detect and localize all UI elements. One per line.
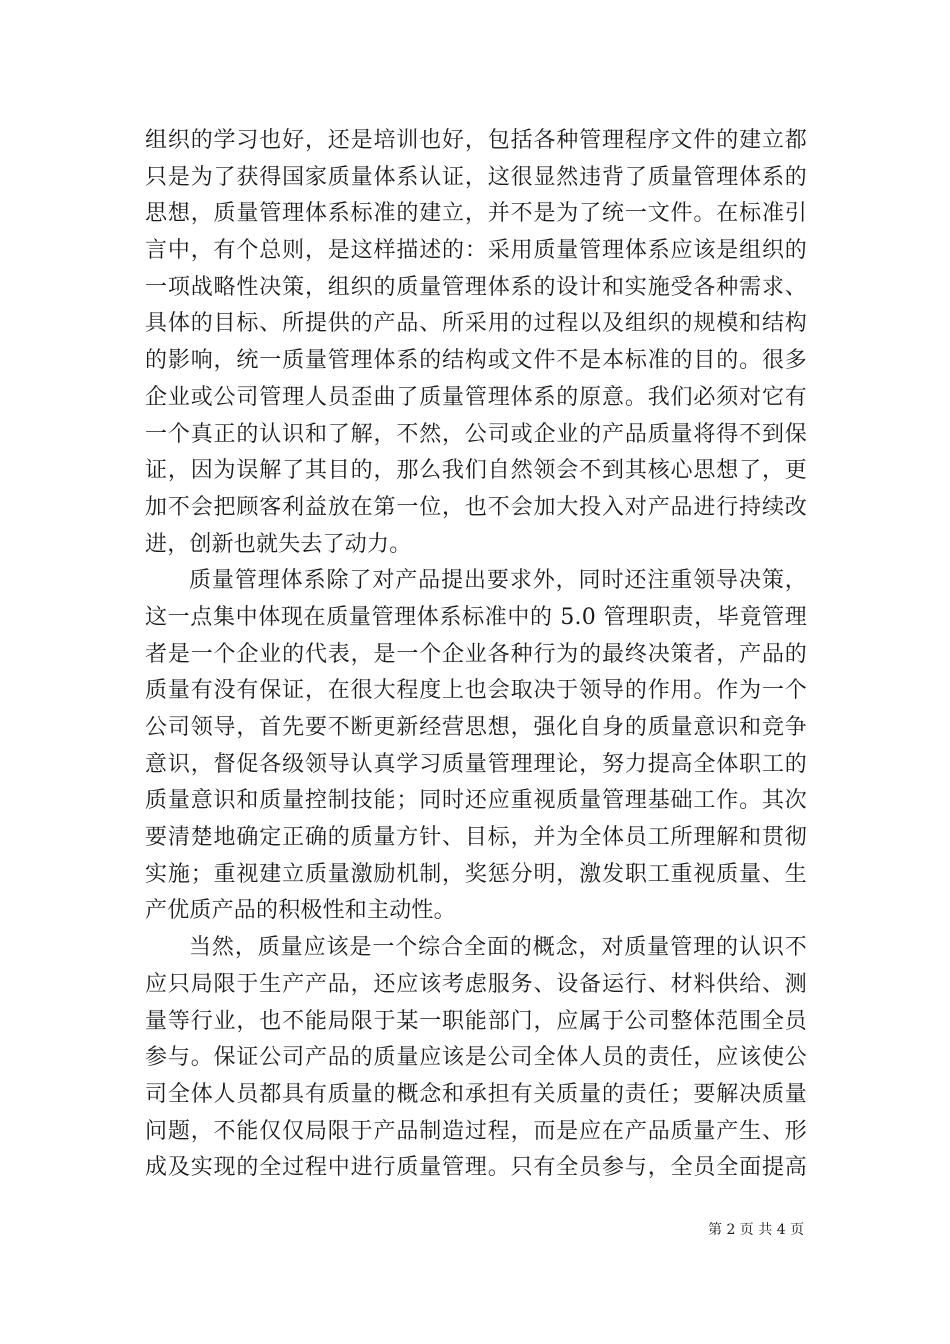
paragraph-1-line: 言中，有个总则，是这样描述的：采用质量管理体系应该是组织的 [145, 238, 807, 264]
page-number-footer: 第 2 页 共 4 页 [708, 1222, 805, 1238]
paragraph-3-line: 问题，不能仅仅局限于产品制造过程，而是应在产品质量产生、形 [145, 1118, 807, 1144]
paragraph-2-line: 要清楚地确定正确的质量方针、目标，并为全体员工所理解和贯彻 [145, 825, 807, 851]
paragraph-2-line: 公司领导，首先要不断更新经营思想，强化自身的质量意识和竞争 [145, 715, 807, 740]
paragraph-2-line: 这一点集中体现在质量管理体系标准中的 5.0 管理职责，毕竟管理 [145, 604, 807, 630]
paragraph-1-line: 的影响，统一质量管理体系的结构或文件不是本标准的目的。很多 [145, 348, 807, 374]
paragraph-1-line: 具体的目标、所提供的产品、所采用的过程以及组织的规模和结构 [145, 311, 807, 337]
paragraph-1-line: 证，因为误解了其目的，那么我们自然领会不到其核心思想了，更 [145, 458, 807, 484]
paragraph-1-line: 一项战略性决策，组织的质量管理体系的设计和实施受各种需求、 [145, 274, 807, 300]
paragraph-1-line: 企业或公司管理人员歪曲了质量管理体系的原意。我们必须对它有 [145, 384, 807, 410]
paragraph-2-line: 质量管理体系除了对产品提出要求外，同时还注重领导决策， [189, 568, 807, 594]
paragraph-3-line: 当然，质量应该是一个综合全面的概念，对质量管理的认识不 [189, 935, 807, 961]
paragraph-3-line: 参与。保证公司产品的质量应该是公司全体人员的责任，应该使公 [145, 1045, 807, 1071]
paragraph-3-line: 司全体人员都具有质量的概念和承担有关质量的责任；要解决质量 [145, 1081, 807, 1107]
paragraph-2-line: 者是一个企业的代表，是一个企业各种行为的最终决策者，产品的 [145, 641, 807, 667]
paragraph-1-line: 进，创新也就失去了动力。 [145, 531, 412, 557]
paragraph-2-line: 意识，督促各级领导认真学习质量管理理论，努力提高全体职工的 [145, 751, 807, 777]
paragraph-1-line: 一个真正的认识和了解，不然，公司或企业的产品质量将得不到保 [145, 421, 807, 447]
paragraph-3-line: 量等行业，也不能局限于某一职能部门，应属于公司整体范围全员 [145, 1008, 807, 1034]
paragraph-1-line: 思想，质量管理体系标准的建立，并不是为了统一文件。在标准引 [145, 201, 807, 227]
paragraph-1-line: 组织的学习也好，还是培训也好，包括各种管理程序文件的建立都 [145, 128, 807, 153]
paragraph-1-line: 只是为了获得国家质量体系认证，这很显然违背了质量管理体系的 [145, 164, 807, 190]
paragraph-3-line: 成及实现的全过程中进行质量管理。只有全员参与，全员全面提高 [145, 1155, 807, 1181]
paragraph-2-line: 产优质产品的积极性和主动性。 [145, 898, 456, 924]
paragraph-2-line: 质量意识和质量控制技能；同时还应重视质量管理基础工作。其次 [145, 788, 807, 814]
body-text [145, 123, 807, 1187]
paragraph-2-line: 质量有没有保证，在很大程度上也会取决于领导的作用。作为一个 [145, 678, 807, 704]
paragraph-1-line: 加不会把顾客利益放在第一位，也不会加大投入对产品进行持续改 [145, 494, 807, 520]
paragraph-2-line: 实施；重视建立质量激励机制，奖惩分明，激发职工重视质量、生 [145, 861, 807, 887]
paragraph-3-line: 应只局限于生产产品，还应该考虑服务、设备运行、材料供给、测 [145, 971, 807, 997]
